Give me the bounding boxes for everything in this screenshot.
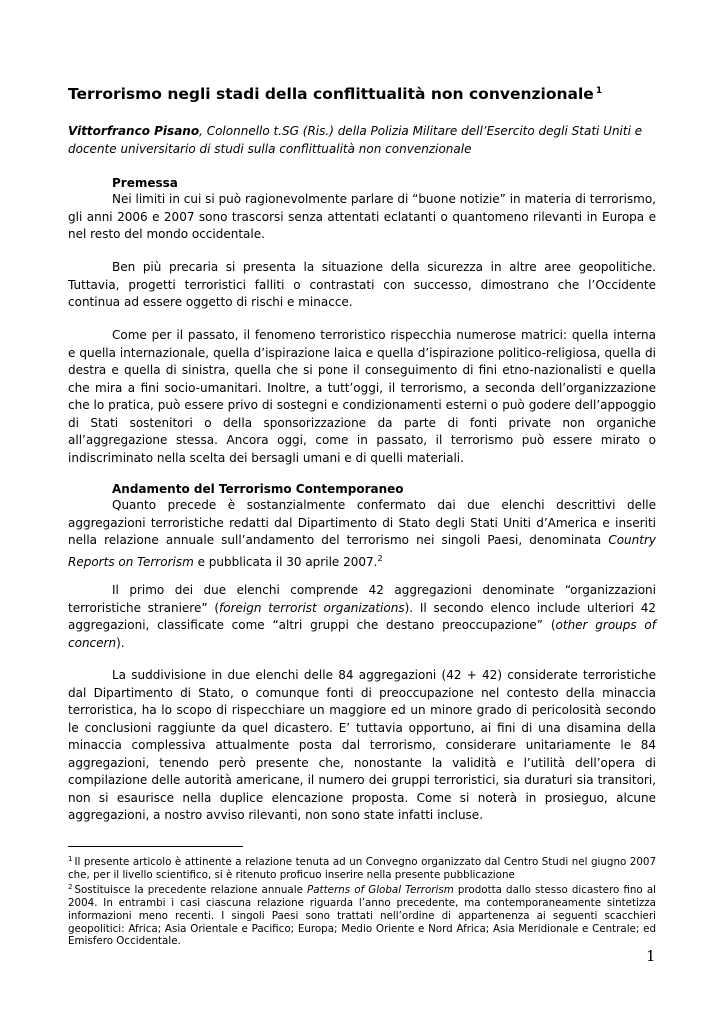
footnote-divider (68, 846, 243, 847)
paragraph-text: Quanto precede è sostanzialmente confermato dai due elenchi descrittivi delle aggregazioni terroristiche redatti dal Dipartimento di Stato degli Stati Uniti d’America e inseriti nella relazione annuale sull’andamento del terrorismo nei singoli Paesi, denominata (68, 498, 656, 547)
article-title (68, 85, 602, 103)
author-name: Vittorfranco Pisano (68, 124, 200, 138)
report-title-italic: Country Reports on Terrorism (68, 533, 656, 569)
footnote-number: 2 (68, 883, 73, 892)
paragraph-text: ). (116, 635, 125, 650)
section-heading-premessa: Premessa (112, 176, 178, 190)
paragraph-premessa-3: Come per il passato, il fenomeno terroristico rispecchia numerose matrici: quella interna e quella internazionale, quella d’ispirazione laica e quella d’ispirazione politico-religiosa, quella di destra e quella di sinistra, quella che si pone il conseguimento di fini etno-nazionalisti e quella che mira a fini socio-umanitari. Inoltre, a tutt’oggi, il terrorismo, a seconda dell’organizzazione che lo pratica, può essere privo di sostegni e condizionamenti esterni o può godere dell’appoggio di Stati sostenitori o della sponsorizzazione da parte di fonti private non organiche all’aggregazione stessa. Ancora oggi, come in passato, il terrorismo può essere mirato o indiscriminato nella scelta dei bersagli umani e di quelli materiali. (68, 328, 656, 465)
paragraph-premessa-2: Ben più precaria si presenta la situazione della sicurezza in altre aree geopolitiche. Tuttavia, progetti terroristici falliti o contrastati con successo, dimostrano che l’Occidente continua ad essere oggetto di rischi e minacce. (68, 260, 656, 309)
footnote-number: 1 (68, 855, 73, 863)
title-footnote-ref[interactable]: 1 (595, 86, 603, 96)
page-number: 1 (646, 947, 656, 965)
footnotes (68, 853, 656, 948)
author-description: , Colonnello t.SG (Ris.) della Polizia Militare dell’Esercito degli Stati Uniti e docente universitario di studi sulla conflittualità non convenzionale (68, 124, 643, 156)
footnote-italic-title: Patterns of Global Terrorism (307, 884, 454, 897)
footnote-text: Sostituisce la precedente relazione annuale (74, 884, 308, 897)
section-heading-andamento: Andamento del Terrorismo Contemporaneo (112, 482, 404, 496)
footnote-1 (68, 853, 656, 881)
paragraph-andamento-3: La suddivisione in due elenchi delle 84 aggregazioni (42 + 42) considerate terroristiche dal Dipartimento di Stato, o comunque fonti di preoccupazione nel contesto della minaccia terroristica, ha lo scopo di rispecchiare un maggiore ed un minore grado di pericolosità secondo le conclusioni raggiunte da quel dicastero. E’ tuttavia opportuno, ai fini di una disamina della minaccia complessiva attualmente posta dal terrorismo, considerare unitariamente le 84 aggregazioni, tenendo però presente che, nonostante la validità e l’utilità dell’opera di compilazione delle autorità americane, il numero dei gruppi terroristici, sia duraturi sia transitori, non si esaurisce nella duplice elencazione proposta. Come si noterà in prosieguo, alcune aggregazioni, a nostro avviso rilevanti, non sono state infatti incluse. (68, 668, 656, 822)
paragraph-premessa-1: Nei limiti in cui si può ragionevolmente parlare di “buone notizie” in materia di terrorismo, gli anni 2006 e 2007 sono trascorsi senza attentati eclatanti o quantomeno rilevanti in Europa e nel resto del mondo occidentale. (68, 192, 656, 241)
italic-term: foreign terrorist organizations (219, 600, 405, 615)
paragraph-andamento-2 (68, 582, 656, 652)
italic-term: other groups of concern (68, 618, 657, 650)
footnote-text: prodotta dallo stesso dicastero fino al 2004. In entrambi i casi ciascuna relazione riguarda l’anno precedente, ma contemporaneamente sintetizza informazioni meno recenti. I singoli Paesi sono trattati nell’ordine di appartenenza ai seguenti scacchieri geopolitici: Africa; Asia Orientale e Pacifico; Europa; Medio Oriente e Nord Africa; Asia Meridionale e Centrale; ed Emisfero Occidentale. (68, 884, 656, 948)
footnote-2 (68, 881, 656, 948)
paragraph-andamento-1 (68, 497, 656, 571)
footnote-text: Il presente articolo è attinente a relazione tenuta ad un Convegno organizzato dal Centro Studi nel giugno 2007 che, per il livello scientifico, si è ritenuto proficuo inserire nella presente pubblicazione (68, 856, 656, 881)
paragraph-text: e pubblicata il 30 aprile 2007. (193, 554, 378, 569)
footnote-ref-2[interactable]: 2 (377, 553, 383, 563)
paragraph-text: ). Il secondo elenco include ulteriori 42 aggregazioni, classificate come “altri gruppi che destano preoccupazione” ( (68, 600, 656, 632)
paragraph-text: Il primo dei due elenchi comprende 42 aggregazioni denominate “organizzazioni terroristiche straniere” ( (68, 583, 656, 615)
title-text: Terrorismo negli stadi della conflittualità non convenzionale (68, 85, 594, 103)
author-line (68, 122, 656, 158)
